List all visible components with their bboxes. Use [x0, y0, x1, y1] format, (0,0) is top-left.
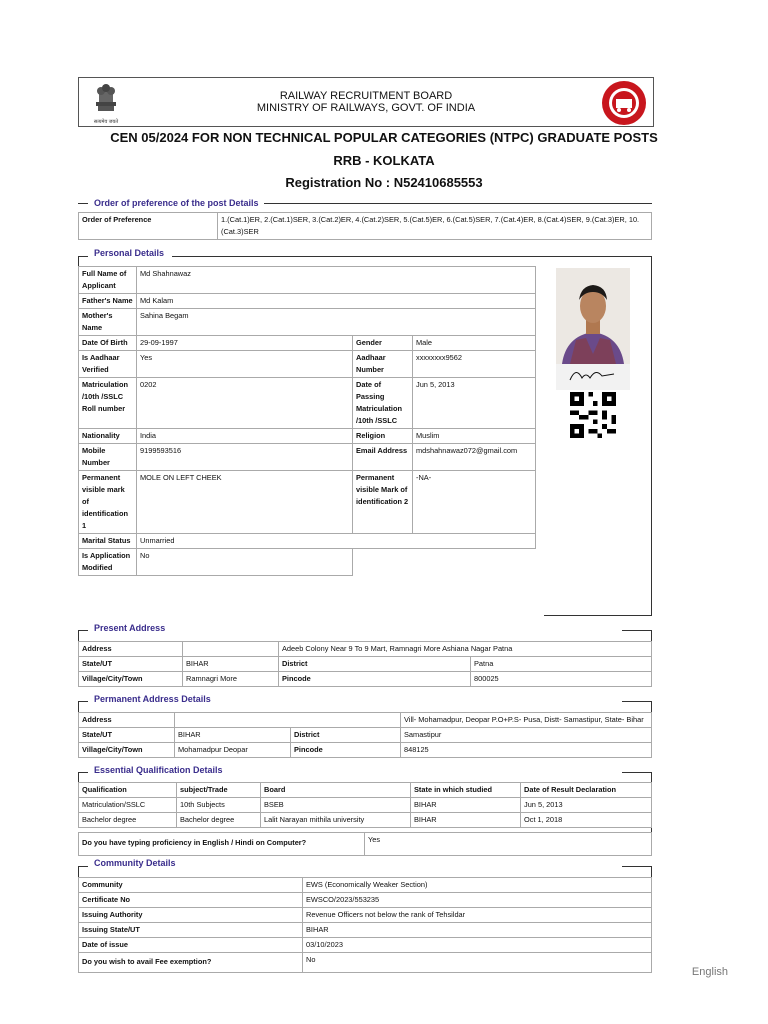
present-village-label: Village/City/Town [79, 672, 183, 687]
dob-label: Date Of Birth [79, 336, 137, 351]
fee-label: Do you wish to avail Fee exemption? [79, 953, 303, 973]
issuing-state-value: BIHAR [303, 923, 652, 938]
qual-cell: Matriculation/SSLC [79, 798, 177, 813]
applicant-photo [556, 268, 630, 390]
issue-date-value: 03/10/2023 [303, 938, 652, 953]
typing-label: Do you have typing proficiency in English / Hindi on Computer? [79, 833, 365, 856]
qual-cell: Jun 5, 2013 [521, 798, 652, 813]
permanent-address-table [78, 712, 652, 758]
table-row [79, 336, 536, 351]
table-row [79, 309, 536, 336]
fee-value: No [303, 953, 652, 973]
certificate-value: EWSCO/2023/553235 [303, 893, 652, 908]
issuing-state-label: Issuing State/UT [79, 923, 303, 938]
permanent-district-value: Samastipur [401, 728, 652, 743]
table-row [79, 813, 652, 828]
table-row [79, 429, 536, 444]
board-name: RAILWAY RECRUITMENT BOARD [279, 90, 453, 102]
authority-label: Issuing Authority [79, 908, 303, 923]
permanent-address-value: Vill- Mohamadpur, Deopar P.O+P.S- Pusa, Distt- Samastipur, State- Bihar [401, 713, 652, 728]
qual-cell: BSEB [261, 798, 411, 813]
dob-value: 29-09-1997 [137, 336, 353, 351]
aadhaar-verified-value: Yes [137, 351, 353, 378]
mobile-value: 9199593516 [137, 444, 353, 471]
preference-value: 1.(Cat.1)ER, 2.(Cat.1)SER, 3.(Cat.2)ER, 4.(Cat.2)SER, 5.(Cat.5)ER, 6.(Cat.5)SER, 7.(Cat.4)ER, 8.(Cat.4)SER, 9.(Cat.3)ER, 10.(Cat.3)SER [218, 213, 652, 240]
present-district-value: Patna [471, 657, 652, 672]
personal-table [78, 266, 536, 576]
email-value: mdshahnawaz072@gmail.com [413, 444, 536, 471]
table-row [79, 378, 536, 429]
certificate-label: Certificate No [79, 893, 303, 908]
table-row [79, 549, 536, 576]
table-row [79, 893, 652, 908]
exam-title: CEN 05/2024 FOR NON TECHNICAL POPULAR CATEGORIES (NTPC) GRADUATE POSTS [110, 130, 658, 145]
railway-logo [601, 80, 647, 126]
table-row [79, 713, 652, 728]
qual-cell: Bachelor degree [79, 813, 177, 828]
present-state-label: State/UT [79, 657, 183, 672]
header-box [78, 77, 654, 127]
qr-code [568, 392, 618, 438]
table-row [79, 938, 652, 953]
rrb-name: RRB - KOLKATA [333, 153, 435, 168]
section-title-preference: Order of preference of the post Details [90, 198, 263, 208]
qual-cell: BIHAR [411, 798, 521, 813]
table-row [79, 743, 652, 758]
present-state-value: BIHAR [183, 657, 279, 672]
present-pincode-value: 800025 [471, 672, 652, 687]
nationality-value: India [137, 429, 353, 444]
table-row [79, 351, 536, 378]
qual-header: Qualification [79, 783, 177, 798]
mark1-label: Permanent visible mark of identification 1 [79, 471, 137, 534]
table-row [79, 878, 652, 893]
table-row [79, 908, 652, 923]
qual-header: subject/Trade [177, 783, 261, 798]
permanent-pincode-label: Pincode [291, 743, 401, 758]
table-row [79, 657, 652, 672]
typing-table [78, 832, 652, 856]
mark2-value: -NA- [413, 471, 536, 534]
qual-header: Date of Result Declaration [521, 783, 652, 798]
permanent-address-label: Address [79, 713, 175, 728]
permanent-village-value: Mohamadpur Deopar [175, 743, 291, 758]
email-label: Email Address [353, 444, 413, 471]
father-label: Father's Name [79, 294, 137, 309]
present-address-label: Address [79, 642, 183, 657]
emblem-caption: सत्यमेव जयते [93, 119, 119, 125]
mother-value: Sahina Begam [137, 309, 536, 336]
section-title-community: Community Details [90, 858, 180, 868]
permanent-district-label: District [291, 728, 401, 743]
qual-cell: Lalit Narayan mithila university [261, 813, 411, 828]
present-address-table [78, 641, 652, 687]
permanent-village-label: Village/City/Town [79, 743, 175, 758]
section-title-qualification: Essential Qualification Details [90, 765, 227, 775]
mark2-label: Permanent visible Mark of identification 2 [353, 471, 413, 534]
table-row [79, 923, 652, 938]
table-row [79, 672, 652, 687]
permanent-state-value: BIHAR [175, 728, 291, 743]
aadhaar-label: Aadhaar Number [353, 351, 413, 378]
roll-label: Matriculation /10th /SSLC Roll number [79, 378, 137, 429]
mark1-value: MOLE ON LEFT CHEEK [137, 471, 353, 534]
authority-value: Revenue Officers not below the rank of Tehsildar [303, 908, 652, 923]
qual-cell: Oct 1, 2018 [521, 813, 652, 828]
table-row [79, 953, 652, 973]
table-row [79, 728, 652, 743]
table-row [79, 471, 536, 534]
registration-number: Registration No : N52410685553 [285, 175, 483, 190]
ministry-name: MINISTRY OF RAILWAYS, GOVT. OF INDIA [256, 102, 476, 114]
section-title-personal: Personal Details [90, 248, 168, 258]
community-value: EWS (Economically Weaker Section) [303, 878, 652, 893]
roll-value: 0202 [137, 378, 353, 429]
present-village-value: Ramnagri More [183, 672, 279, 687]
pass-date-value: Jun 5, 2013 [413, 378, 536, 429]
table-row [79, 294, 536, 309]
section-title-permanent-address: Permanent Address Details [90, 694, 215, 704]
full-name-value: Md Shahnawaz [137, 267, 536, 294]
table-row [79, 783, 652, 798]
pass-date-label: Date of Passing Matriculation /10th /SSLC [353, 378, 413, 429]
table-row [79, 267, 536, 294]
marital-label: Marital Status [79, 534, 137, 549]
qualification-table [78, 782, 652, 828]
qual-cell: 10th Subjects [177, 798, 261, 813]
gender-label: Gender [353, 336, 413, 351]
marital-value: Unmarried [137, 534, 536, 549]
gender-value: Male [413, 336, 536, 351]
religion-value: Muslim [413, 429, 536, 444]
full-name-label: Full Name of Applicant [79, 267, 137, 294]
preference-label: Order of Preference [79, 213, 218, 240]
qual-header: Board [261, 783, 411, 798]
permanent-state-label: State/UT [79, 728, 175, 743]
table-row [79, 833, 652, 856]
language-selector[interactable]: English [691, 966, 728, 978]
permanent-pincode-value: 848125 [401, 743, 652, 758]
present-pincode-label: Pincode [279, 672, 471, 687]
community-label: Community [79, 878, 303, 893]
present-address-value: Adeeb Colony Near 9 To 9 Mart, Ramnagri More Ashiana Nagar Patna [279, 642, 652, 657]
qual-cell: BIHAR [411, 813, 521, 828]
table-row [79, 534, 536, 549]
present-district-label: District [279, 657, 471, 672]
qual-header: State in which studied [411, 783, 521, 798]
table-row [79, 444, 536, 471]
mobile-label: Mobile Number [79, 444, 137, 471]
qual-cell: Bachelor degree [177, 813, 261, 828]
aadhaar-value: xxxxxxxx9562 [413, 351, 536, 378]
nationality-label: Nationality [79, 429, 137, 444]
mother-label: Mother's Name [79, 309, 137, 336]
religion-label: Religion [353, 429, 413, 444]
typing-value: Yes [365, 833, 652, 856]
table-row [79, 798, 652, 813]
modified-label: Is Application Modified [79, 549, 137, 576]
community-table [78, 877, 652, 973]
father-value: Md Kalam [137, 294, 536, 309]
issue-date-label: Date of issue [79, 938, 303, 953]
table-row [79, 642, 652, 657]
preference-table [78, 212, 652, 240]
section-title-present-address: Present Address [90, 623, 169, 633]
modified-value: No [137, 549, 353, 576]
aadhaar-verified-label: Is Aadhaar Verified [79, 351, 137, 378]
